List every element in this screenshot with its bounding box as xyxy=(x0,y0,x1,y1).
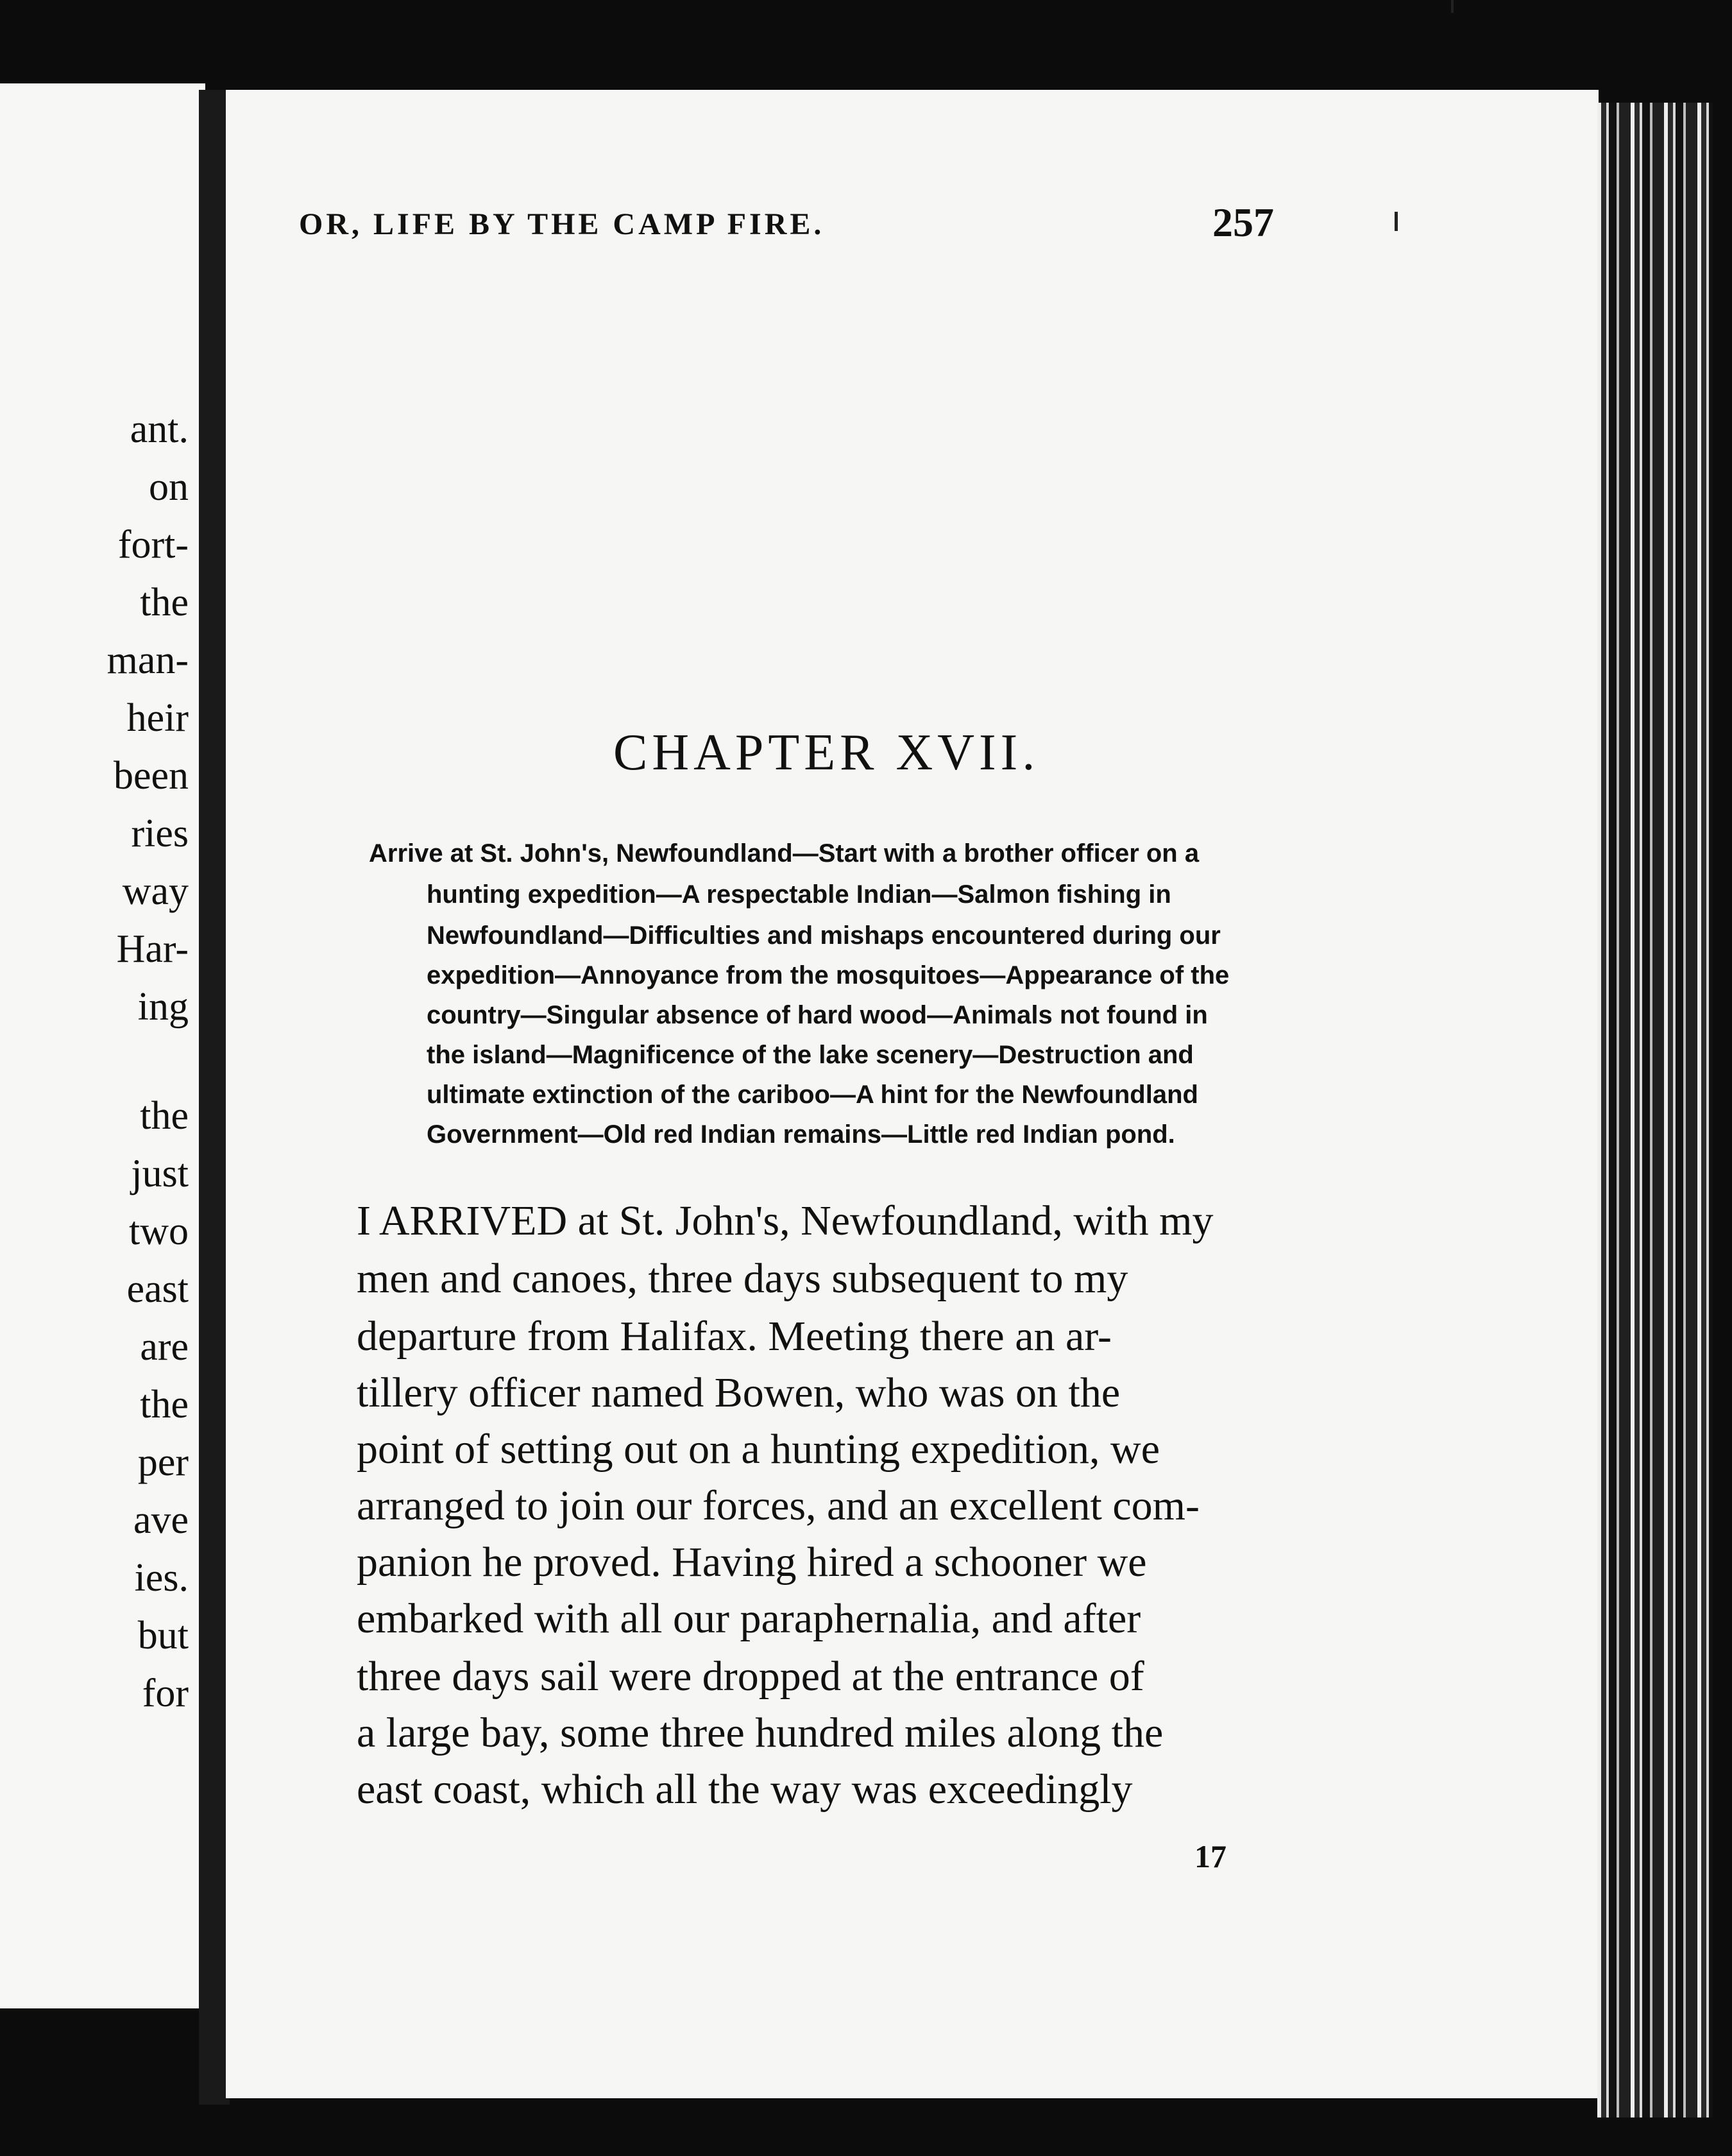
left-line-fragment: east xyxy=(126,1267,189,1311)
left-line-fragment: man- xyxy=(106,638,189,682)
left-line-fragment: the xyxy=(140,1094,189,1138)
page-edges xyxy=(1597,103,1713,2118)
body-line: east coast, which all the way was exceedingly xyxy=(357,1766,1133,1813)
left-line-fragment: been xyxy=(113,754,189,798)
left-line-fragment: the xyxy=(140,581,189,624)
body-line: arranged to join our forces, and an excellent com- xyxy=(357,1482,1200,1529)
summary-line: Arrive at St. John's, Newfoundland—Start with a brother officer on a xyxy=(369,839,1200,868)
running-title: OR, LIFE BY THE CAMP FIRE. xyxy=(299,207,825,241)
scan-speck xyxy=(1451,0,1454,13)
body-line: departure from Halifax. Meeting there an ar- xyxy=(357,1313,1112,1360)
chapter-heading: CHAPTER XVII. xyxy=(613,724,1040,781)
left-line-fragment: just xyxy=(131,1152,189,1195)
summary-line: ultimate extinction of the cariboo—A hint for the Newfoundland xyxy=(427,1081,1198,1109)
summary-line: Newfoundland—Difficulties and mishaps encountered during our xyxy=(427,921,1221,950)
previous-page xyxy=(0,83,205,2008)
left-line-fragment: two xyxy=(129,1210,189,1253)
left-line-fragment: ave xyxy=(133,1498,189,1542)
body-line: a large bay, some three hundred miles along the xyxy=(357,1709,1164,1756)
body-line: embarked with all our paraphernalia, and after xyxy=(357,1595,1141,1642)
left-line-fragment: the xyxy=(140,1383,189,1426)
left-line-fragment: but xyxy=(137,1614,189,1657)
body-line: men and canoes, three days subsequent to my xyxy=(357,1255,1128,1302)
body-line: three days sail were dropped at the entrance of xyxy=(357,1653,1144,1700)
body-line: tillery officer named Bowen, who was on the xyxy=(357,1369,1121,1416)
summary-line: expedition—Annoyance from the mosquitoes—Appearance of the xyxy=(427,961,1230,989)
book-gutter xyxy=(199,90,230,2105)
left-line-fragment: fort- xyxy=(117,523,189,567)
signature-mark: 17 xyxy=(1194,1838,1227,1874)
left-line-fragment: way xyxy=(122,869,189,913)
body-line: panion he proved. Having hired a schooner we xyxy=(357,1539,1147,1586)
left-line-fragment: ries xyxy=(131,812,189,855)
left-line-fragment: ies. xyxy=(134,1556,189,1600)
summary-line: Government—Old red Indian remains—Little red Indian pond. xyxy=(427,1120,1175,1149)
left-line-fragment: are xyxy=(140,1325,189,1369)
summary-line: hunting expedition—A respectable Indian—Salmon fishing in xyxy=(427,880,1171,909)
body-line: I ARRIVED at St. John's, Newfoundland, with my xyxy=(357,1197,1214,1244)
body-line: point of setting out on a hunting expedition, we xyxy=(357,1426,1160,1473)
left-line-fragment: per xyxy=(137,1441,189,1484)
left-line-fragment: Har- xyxy=(116,927,189,971)
summary-line: the island—Magnificence of the lake scenery—Destruction and xyxy=(427,1041,1194,1069)
left-line-fragment: ing xyxy=(137,985,189,1029)
left-line-fragment: ant. xyxy=(130,407,189,451)
left-line-fragment: on xyxy=(149,465,189,509)
page-number: 257 xyxy=(1212,200,1274,245)
left-line-fragment: for xyxy=(142,1672,189,1715)
left-line-fragment: heir xyxy=(126,696,189,740)
scan-speck xyxy=(1395,212,1398,231)
summary-line: country—Singular absence of hard wood—Animals not found in xyxy=(427,1001,1208,1029)
running-head xyxy=(299,199,1274,250)
